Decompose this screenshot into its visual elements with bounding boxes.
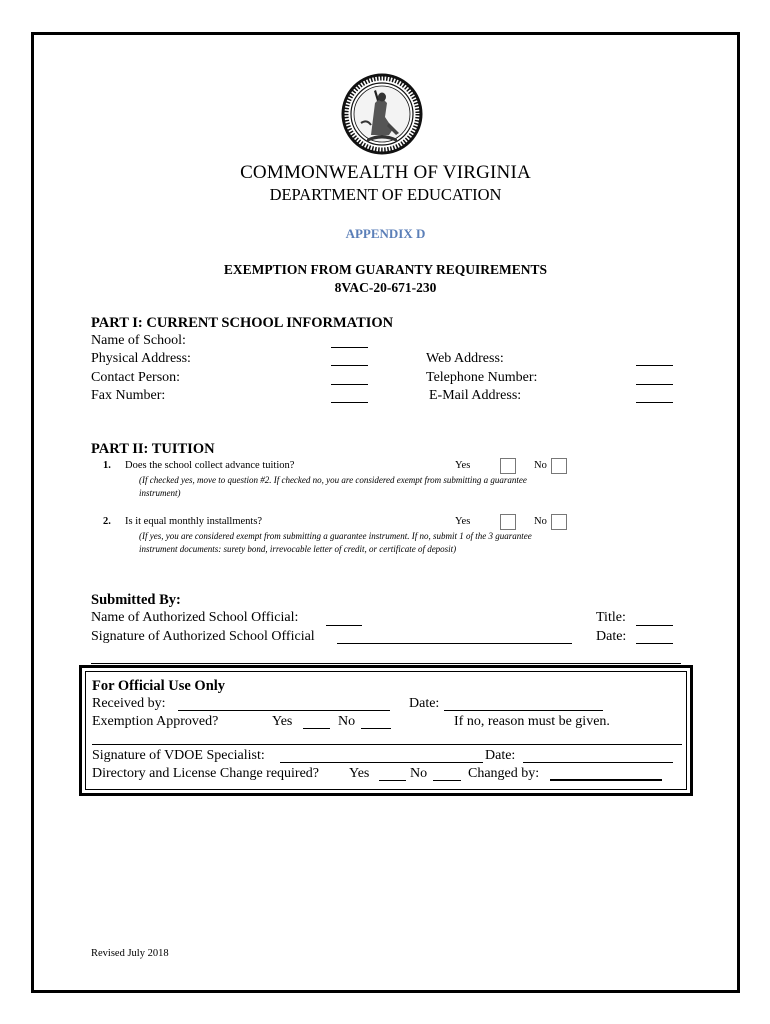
official-name-label: Name of Authorized School Official:	[91, 610, 299, 625]
part1-heading: PART I: CURRENT SCHOOL INFORMATION	[91, 315, 394, 331]
submitted-by-heading: Submitted By:	[91, 592, 181, 608]
question-2-no-checkbox[interactable]	[551, 514, 567, 530]
received-by-field[interactable]	[178, 710, 390, 711]
telephone-number-field[interactable]	[636, 384, 673, 385]
contact-person-label: Contact Person:	[91, 370, 181, 385]
web-address-field[interactable]	[636, 365, 673, 366]
title-label: Title:	[596, 610, 626, 625]
changed-by-label: Changed by:	[468, 766, 540, 781]
directory-yes-field[interactable]	[379, 780, 406, 781]
appendix-label: APPENDIX D	[345, 226, 426, 241]
question-1-number: 1.	[103, 460, 111, 471]
exemption-yes-field[interactable]	[303, 728, 330, 729]
official-name-field[interactable]	[326, 625, 362, 626]
received-date-label: Date:	[409, 696, 440, 711]
form-title: EXEMPTION FROM GUARANTY REQUIREMENTS	[223, 262, 548, 277]
official-use-heading: For Official Use Only	[92, 678, 226, 694]
state-title: COMMONWEALTH OF VIRGINIA	[240, 162, 531, 183]
regulation-number: 8VAC-20-671-230	[334, 280, 437, 295]
reason-note: If no, reason must be given.	[454, 714, 610, 729]
vdoe-signature-field[interactable]	[280, 762, 483, 763]
web-address-label: Web Address:	[426, 351, 504, 366]
official-signature-field[interactable]	[337, 643, 572, 644]
submitted-date-field[interactable]	[636, 643, 673, 644]
email-address-label: E-Mail Address:	[429, 388, 522, 403]
question-1-note-cont: instrument)	[139, 488, 181, 498]
question-2-note-cont: instrument documents: surety bond, irrevocable letter of credit, or certificate of deposit)	[139, 544, 457, 554]
virginia-seal-icon	[341, 73, 423, 155]
exemption-no-field[interactable]	[361, 728, 391, 729]
fax-number-field[interactable]	[331, 402, 368, 403]
received-date-field[interactable]	[444, 710, 603, 711]
directory-change-label: Directory and License Change required?	[92, 766, 320, 781]
directory-no-label: No	[410, 766, 428, 781]
document-page	[31, 32, 740, 993]
question-1-no-checkbox[interactable]	[551, 458, 567, 474]
question-2-number: 2.	[103, 516, 111, 527]
question-2-yes-checkbox[interactable]	[500, 514, 516, 530]
contact-person-field[interactable]	[331, 384, 368, 385]
section-divider	[91, 663, 681, 664]
exemption-yes-label: Yes	[272, 714, 293, 729]
official-signature-label: Signature of Authorized School Official	[91, 629, 315, 644]
official-divider	[92, 744, 682, 745]
question-1-text: Does the school collect advance tuition?	[125, 460, 295, 471]
email-address-field[interactable]	[636, 402, 673, 403]
question-2-yes-label: Yes	[455, 516, 471, 527]
directory-yes-label: Yes	[349, 766, 370, 781]
physical-address-label: Physical Address:	[91, 351, 191, 366]
fax-number-label: Fax Number:	[91, 388, 166, 403]
question-2-no-label: No	[534, 516, 547, 527]
question-2-note: (If yes, you are considered exempt from submitting a guarantee instrument. If no, submit 1 of the 3 guarantee	[139, 531, 532, 541]
vdoe-date-label: Date:	[485, 748, 516, 763]
changed-by-field[interactable]	[550, 779, 662, 781]
vdoe-signature-label: Signature of VDOE Specialist:	[92, 748, 265, 763]
received-by-label: Received by:	[92, 696, 166, 711]
name-of-school-label: Name of School:	[91, 333, 186, 348]
part2-heading: PART II: TUITION	[91, 441, 215, 457]
question-1-yes-checkbox[interactable]	[500, 458, 516, 474]
question-1-yes-label: Yes	[455, 460, 471, 471]
department-title: DEPARTMENT OF EDUCATION	[269, 185, 502, 204]
vdoe-date-field[interactable]	[523, 762, 673, 763]
official-use-box	[79, 665, 693, 796]
exemption-no-label: No	[338, 714, 356, 729]
telephone-number-label: Telephone Number:	[426, 370, 538, 385]
question-1-no-label: No	[534, 460, 547, 471]
exemption-approved-label: Exemption Approved?	[92, 714, 219, 729]
title-field[interactable]	[636, 625, 673, 626]
name-of-school-field[interactable]	[331, 347, 368, 348]
physical-address-field[interactable]	[331, 365, 368, 366]
question-1-note: (If checked yes, move to question #2. If checked no, you are considered exempt from submitting a guarantee	[139, 475, 527, 485]
directory-no-field[interactable]	[433, 780, 461, 781]
submitted-date-label: Date:	[596, 629, 627, 644]
question-2-text: Is it equal monthly installments?	[125, 516, 263, 527]
revised-date: Revised July 2018	[91, 948, 169, 959]
